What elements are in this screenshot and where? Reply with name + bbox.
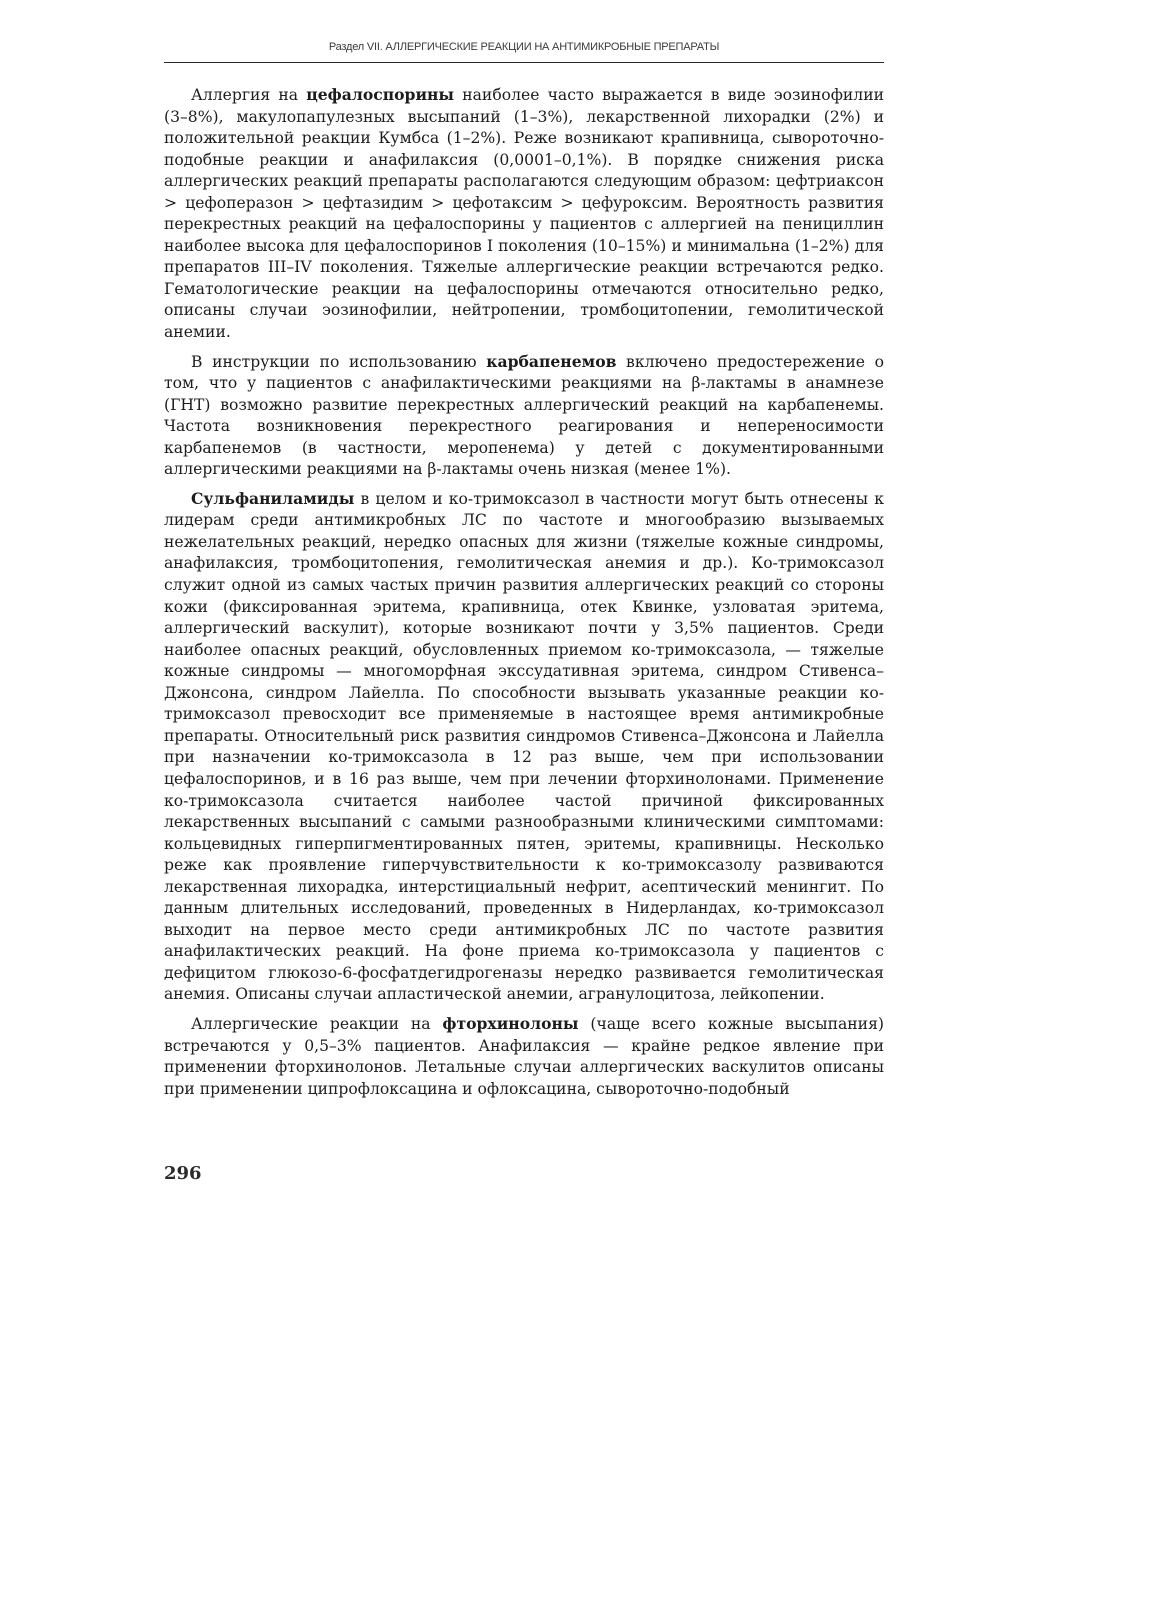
bold-term-fluoroquinolones: фторхинолоны [442, 1013, 579, 1033]
paragraph-text: включено предостережение о том, что у пациентов с анафилактическими реакциями на β-лактамы в анамнезе (ГНТ) возможно развитие перекрестных аллергический реакций на карбапенемы. Частота возникновения перекрестного реагирования и непереносимости карбапенемов (в частности, меропенема) у детей с документированными аллергическими реакциями на β-лактамы очень низкая (менее 1%). [164, 352, 884, 479]
paragraph-text: (чаще всего кожные высыпания) встречаются у 0,5–3% пациентов. Анафилаксия — крайне редкое явление при применении фторхинолонов. Летальные случаи аллергических васкулитов описаны при применении ципрофлоксацина и офлоксацина, сывороточно-подобный [164, 1014, 884, 1098]
paragraph-cephalosporins [164, 84, 884, 344]
paragraph-text: Аллергия на [191, 86, 307, 104]
running-head: Раздел VII. АЛЛЕРГИЧЕСКИЕ РЕАКЦИИ НА АНТИМИКРОБНЫЕ ПРЕПАРАТЫ [328, 41, 720, 53]
paragraph-text: Аллергические реакции на [191, 1014, 443, 1033]
paragraph-fluoroquinolones [164, 1013, 884, 1100]
page-number: 296 [164, 1163, 202, 1184]
bold-term-carbapenems: карбапенемов [486, 351, 617, 371]
paragraph-text: наиболее часто выражается в виде эозинофилии (3–8%), макулопапулезных высыпаний (1–3%), лекарственной лихорадки (2%) и положительной реакции Кумбса (1–2%). Реже возникают крапивница, сывороточно-подобные реакции и анафилаксия (0,0001–0,1%). В порядке снижения риска аллергических реакций препараты располагаются следующим образом: цефтриаксон > цефоперазон > цефтазидим > цефотаксим > цефуроксим. Вероятность развития перекрестных реакций на цефалоспорины у пациентов с аллергией на пенициллин наиболее высока для цефалоспоринов I поколения (10–15%) и минимальна (1–2%) для препаратов III–IV поколения. Тяжелые аллергические реакции встречаются редко. Гематологические реакции на цефалоспорины отмечаются относительно редко, описаны случаи эозинофилии, нейтропении, тромбоцитопении, гемолитической анемии. [164, 86, 884, 342]
paragraph-text: в целом и ко-тримоксазол в частности могут быть отнесены к лидерам среди антимикробных ЛС по частоте и многообразию вызываемых нежелательных реакций, нередко опасных для жизни (тяжелые кожные синдромы, анафилаксия, тромбоцитопения, гемолитическая анемия и др.). Ко-тримоксазол служит одной из самых частых причин развития аллергических реакций со стороны кожи (фиксированная эритема, крапивница, отек Квинке, узловатая эритема, аллергический васкулит), которые возникают почти у 3,5% пациентов. Среди наиболее опасных реакций, обусловленных приемом ко-тримоксазола, — тяжелые кожные синдромы — многоморфная экссудативная эритема, синдром Стивенса–Джонсона, синдром Лайелла. По способности вызывать указанные реакции ко-тримоксазол превосходит все применяемые в настоящее время антимикробные препараты. Относительный риск развития синдромов Стивенса–Джонсона и Лайелла при назначении ко-тримоксазола в 12 раз выше, чем при использовании цефалоспоринов, и в 16 раз выше, чем при лечении фторхинолонами. Применение ко-тримоксазола считается наиболее частой причиной фиксированных лекарственных высыпаний с самыми разнообразными клиническими симптомами: кольцевидных гиперпигментированных пятен, эритемы, крапивницы. Несколько реже как проявление гиперчувствительности к ко-тримоксазолу развиваются лекарственная лихорадка, интерстициальный нефрит, асептический менингит. По данным длительных исследований, проведенных в Нидерландах, ко-тримоксазол выходит на первое место среди антимикробных ЛС по частоте развития анафилактических реакций. На фоне приема ко-тримоксазола у пациентов с дефицитом глюкозо-6-фосфатдегидрогеназы нередко развивается гемолитическая анемия. Описаны случаи апластической анемии, агранулоцитоза, лейкопении. [164, 489, 884, 1004]
header-rule [164, 62, 884, 63]
paragraph-text: В инструкции по использованию [191, 352, 487, 371]
body-text [164, 84, 884, 1107]
paragraph-sulfonamides [164, 488, 884, 1006]
bold-term-sulfonamides: Сульфаниламиды [191, 488, 355, 508]
bold-term-cephalosporins: цефалоспорины [306, 85, 455, 104]
paragraph-carbapenems [164, 351, 884, 481]
